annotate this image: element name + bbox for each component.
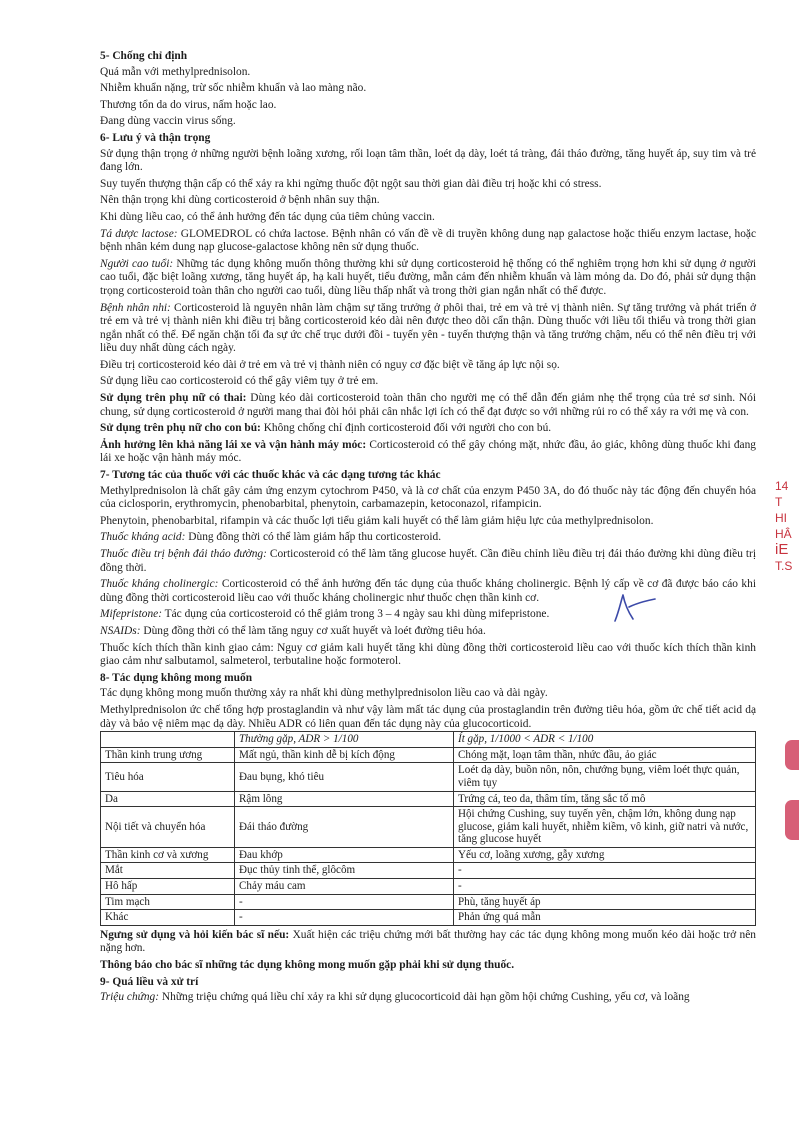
table-cell: Hô hấp: [101, 879, 235, 895]
adr-paragraph: Tác dụng không mong muốn thường xảy ra nhất khi dùng methylprednisolon liều cao và dài ngày.: [100, 687, 548, 700]
pediatric-paragraph: [100, 302, 756, 356]
table-cell: Yếu cơ, loãng xương, gẫy xương: [454, 847, 756, 863]
table-cell: Chảy máu cam: [235, 879, 454, 895]
red-stamp-fragment: [775, 478, 799, 588]
driving-paragraph: [100, 439, 756, 466]
lactose-paragraph: [100, 228, 756, 255]
table-cell: Hội chứng Cushing, suy tuyến yên, chậm lớn, không dung nạp glucose, giảm kali huyết, nhiễm kiềm, vô kinh, giữ natri và nước, tăng glucose huyết: [454, 807, 756, 848]
antacid-label: Thuốc kháng acid:: [100, 531, 186, 544]
pediatric-text: Corticosteroid là nguyên nhân làm chậm sự tăng trưởng ở phôi thai, trẻ em và trẻ vị thành niên. Sự tăng trưởng và phát triển ở trẻ em và trẻ vị thành niên khi điều trị bằng corticosteroid kéo dài nên được theo dõi cẩn thận. Dùng thuốc với liều tối thiểu và trong thời gian ngắn nhất có thể. Để ngăn chặn tối đa sự ức chế trục dưới đồi - tuyến yên - tuyến thượng thận và tăng trưởng chậm, nếu có thể nên điều trị với liều duy nhất dùng cách ngày.: [100, 301, 756, 355]
notify-doctor-note: Thông báo cho bác sĩ những tác dụng không mong muốn gặp phải khi sử dụng thuốc.: [100, 959, 515, 972]
table-cell: Trứng cá, teo da, thâm tím, tăng sắc tố mô: [454, 791, 756, 807]
precaution-paragraph: Nên thận trọng khi dùng corticosteroid ở bệnh nhân suy thận.: [100, 194, 380, 207]
stamp-text: iE: [775, 541, 789, 558]
table-row: [101, 894, 756, 910]
cholinergic-label: Thuốc kháng cholinergic:: [100, 578, 219, 591]
adr-paragraph: Methylprednisolon ức chế tổng hợp prostaglandin và như vậy làm mất tác dụng của prostaglandin trên đường tiêu hóa, gồm ức chế tiết acid dạ dày và bảo vệ niêm mạc dạ dày. Nhiều ADR có liên quan đến tác dụng này của glucocorticoid.: [100, 703, 756, 730]
precaution-paragraph: Sử dụng thận trọng ở những người bệnh loãng xương, rối loạn tâm thần, loét dạ dày, loét tá tràng, đái tháo đường, tăng huyết áp, suy tim và trẻ đang lớn.: [100, 147, 756, 174]
pregnancy-text: Dùng kéo dài corticosteroid toàn thân cho người mẹ có thể dẫn đến giảm nhẹ thể trọng của trẻ sơ sinh. Nói chung, sử dụng corticosteroid ở người mang thai đòi hỏi phải cân nhắc lợi ích có thể đạt được so với những rủi ro có thể xảy ra với mẹ và con.: [100, 392, 756, 418]
interaction-paragraph: Phenytoin, phenobarbital, rifampin và các thuốc lợi tiểu giảm kali huyết có thể làm giảm hiệu lực của methylprednisolon.: [100, 514, 654, 527]
elderly-paragraph: [100, 258, 756, 299]
adr-header-cell: [101, 732, 235, 748]
stamp-text: T.S: [775, 559, 793, 573]
elderly-text: Những tác dụng không muốn thông thường khi sử dụng corticosteroid hệ thống có thể nghiêm trọng hơn khi sử dụng ở người cao tuổi, đặc biệt loãng xương, tăng huyết áp, hạ kali huyết, tiểu đường, mẫn cảm đến nhiễm khuẩn và làm mỏng da. Do đó, phải sử dụng thận trọng corticosteroid toàn thân cho người cao tuổi, dùng liều thấp nhất và trong thời gian ngắn nhất có thể được.: [100, 257, 756, 297]
nsaid-label: NSAIDs:: [100, 624, 141, 637]
table-cell: Tim mạch: [101, 894, 235, 910]
table-cell: Chóng mặt, loạn tâm thần, nhức đầu, ảo giác: [454, 747, 756, 763]
antacid-paragraph: [100, 531, 756, 545]
section-8-heading: 8- Tác dụng không mong muốn: [100, 671, 253, 684]
section-5-heading: 5- Chống chỉ định: [100, 50, 188, 62]
mifepristone-label: Mifepristone:: [100, 608, 163, 621]
handwritten-mark: [609, 591, 669, 625]
table-cell: Đau khớp: [235, 847, 454, 863]
stop-use-text: Xuất hiện các triệu chứng mới bất thường hay các tác dụng không mong muốn kéo dài hoặc trở nên nặng hơn.: [100, 928, 757, 955]
section-6-heading: 6- Lưu ý và thận trọng: [100, 131, 211, 144]
mifepristone-text: Tác dụng của corticosteroid có thể giảm trong 3 – 4 ngày sau khi dùng mifepristone.: [162, 608, 550, 621]
section-7-heading: 7- Tương tác của thuốc với các thuốc khác và các dạng tương tác khác: [100, 469, 441, 482]
table-cell: Thần kinh cơ và xương: [101, 847, 235, 863]
table-cell: Mắt: [101, 863, 235, 879]
table-cell: -: [454, 863, 756, 879]
table-row: [101, 747, 756, 763]
table-cell: Phản ứng quá mẫn: [454, 910, 756, 926]
table-cell: Phù, tăng huyết áp: [454, 894, 756, 910]
nsaid-paragraph: [100, 625, 756, 639]
table-cell: Tiêu hóa: [101, 763, 235, 791]
table-row: [101, 847, 756, 863]
driving-text: Corticosteroid có thể gây chóng mặt, nhức đầu, ảo giác, không dùng thuốc khi đang lái xe hoặc vận hành máy móc.: [100, 438, 756, 465]
table-row: [101, 791, 756, 807]
table-row: [101, 763, 756, 791]
stamp-text: HÂ: [775, 527, 792, 541]
stop-use-paragraph: [100, 929, 756, 956]
lactation-label: Sử dụng trên phụ nữ cho con bú:: [100, 422, 261, 435]
nsaid-text: Dùng đồng thời có thể làm tăng nguy cơ xuất huyết và loét đường tiêu hóa.: [140, 624, 486, 637]
contraindication-1: Quá mẫn với methylprednisolon.: [100, 65, 251, 78]
table-cell: Da: [101, 791, 235, 807]
stop-use-label: Ngưng sử dụng và hỏi kiến bác sĩ nếu:: [100, 928, 290, 941]
cholinergic-text: Corticosteroid có thể ảnh hưởng đến tác dụng của thuốc kháng cholinergic. Bệnh lý cấp về cơ đã được báo cáo khi dùng đồng thời corticosteroid liều cao với thuốc kháng cholinergic như thuốc chẹn thần kinh cơ.: [100, 578, 756, 604]
diabetes-text: Corticosteroid có thể làm tăng glucose huyết. Cần điều chỉnh liều điều trị đái tháo đường khi dùng điều trị đồng thời.: [100, 548, 756, 574]
diabetes-label: Thuốc điều trị bệnh đái tháo đường:: [100, 548, 267, 560]
table-row: [101, 863, 756, 879]
precaution-paragraph: Điều trị corticosteroid kéo dài ở trẻ em và trẻ vị thành niên có nguy cơ đặc biệt về tăng áp lực nội sọ.: [100, 358, 560, 371]
symptoms-text: Những triệu chứng quá liều chỉ xảy ra khi sử dụng glucocorticoid dài hạn gồm hội chứng Cushing, yếu cơ, và loãng: [159, 991, 690, 1004]
table-cell: Thần kinh trung ương: [101, 747, 235, 763]
adr-header-cell: Ít gặp, 1/1000 < ADR < 1/100: [454, 732, 756, 748]
lactation-text: Không chống chỉ định corticosteroid đối với người cho con bú.: [260, 422, 552, 435]
stamp-text: 14: [775, 479, 789, 493]
table-cell: Đục thủy tinh thể, glôcôm: [235, 863, 454, 879]
stamp-text: HI: [775, 511, 787, 525]
table-row: [101, 910, 756, 926]
pediatric-label: Bệnh nhân nhi:: [100, 301, 171, 314]
overdose-paragraph: [100, 991, 756, 1005]
interaction-paragraph: Methylprednisolon là chất gây cảm ứng enzym cytochrom P450, và là cơ chất của enzym P450 3A, do đó thuốc này tác động đến chuyển hóa của ciclosporin, erythromycin, phenobarbital, phenytoin, carbamazepin, ketoconazol, rifampicin.: [100, 484, 756, 511]
lactose-label: Tá dược lactose:: [100, 227, 178, 240]
table-cell: Mất ngủ, thần kinh dễ bị kích động: [235, 747, 454, 763]
adr-header-cell: Thường gặp, ADR > 1/100: [235, 732, 454, 748]
contraindication-3: Thương tổn da do virus, nấm hoặc lao.: [100, 98, 277, 111]
table-row: [101, 879, 756, 895]
table-cell: -: [235, 894, 454, 910]
table-cell: Khác: [101, 910, 235, 926]
table-cell: Loét dạ dày, buồn nôn, nôn, chướng bụng, viêm loét thực quản, viêm tụy: [454, 763, 756, 791]
contraindication-2: Nhiễm khuẩn nặng, trừ sốc nhiễm khuẩn và lao màng não.: [100, 82, 367, 95]
table-cell: -: [454, 879, 756, 895]
stamp-text: T: [775, 495, 783, 509]
lactose-text: GLOMEDROL có chứa lactose. Bệnh nhân có vấn đề về di truyền không dung nạp galactose hoặc thiếu enzym lactase, hoặc bệnh nhân kém dung nạp glucose-galactose không nên sử dụng thuốc.: [100, 227, 757, 254]
table-cell: Nội tiết và chuyển hóa: [101, 807, 235, 848]
interaction-paragraph: Thuốc kích thích thần kinh giao cảm: Nguy cơ giảm kali huyết tăng khi dùng đồng thời corticosteroid liều cao với thuốc kích thích thần kinh giao cảm như salbutamol, salmeterol, terbutaline hoặc formoterol.: [100, 641, 756, 668]
table-cell: Đau bụng, khó tiêu: [235, 763, 454, 791]
table-cell: Đái tháo đường: [235, 807, 454, 848]
document-page: [100, 50, 756, 1008]
table-row: [101, 807, 756, 848]
adr-table-header-row: [101, 732, 756, 748]
contraindication-4: Đang dùng vaccin virus sống.: [100, 115, 236, 128]
pregnancy-paragraph: [100, 392, 756, 419]
symptoms-label: Triệu chứng:: [100, 991, 160, 1004]
adr-table: [100, 731, 756, 926]
precaution-paragraph: Khi dùng liều cao, có thể ảnh hưởng đến tác dụng của tiêm chủng vaccin.: [100, 210, 435, 223]
driving-label: Ảnh hưởng lên khả năng lái xe và vận hành máy móc:: [100, 438, 367, 451]
diabetes-paragraph: [100, 548, 756, 575]
red-signature-mark: [785, 740, 799, 770]
precaution-paragraph: Suy tuyến thượng thận cấp có thể xảy ra khi ngừng thuốc đột ngột sau thời gian dài điều trị hoặc khi có stress.: [100, 177, 602, 190]
table-cell: Rậm lông: [235, 791, 454, 807]
elderly-label: Người cao tuổi:: [100, 257, 174, 270]
table-cell: -: [235, 910, 454, 926]
precaution-paragraph: Sử dụng liều cao corticosteroid có thể gây viêm tụy ở trẻ em.: [100, 375, 379, 388]
section-9-heading: 9- Quá liều và xử trí: [100, 975, 199, 988]
red-signature-mark: [785, 800, 799, 840]
pregnancy-label: Sử dụng trên phụ nữ có thai:: [100, 392, 247, 405]
antacid-text: Dùng đồng thời có thể làm giảm hấp thu corticosteroid.: [185, 531, 442, 544]
lactation-paragraph: [100, 422, 756, 436]
